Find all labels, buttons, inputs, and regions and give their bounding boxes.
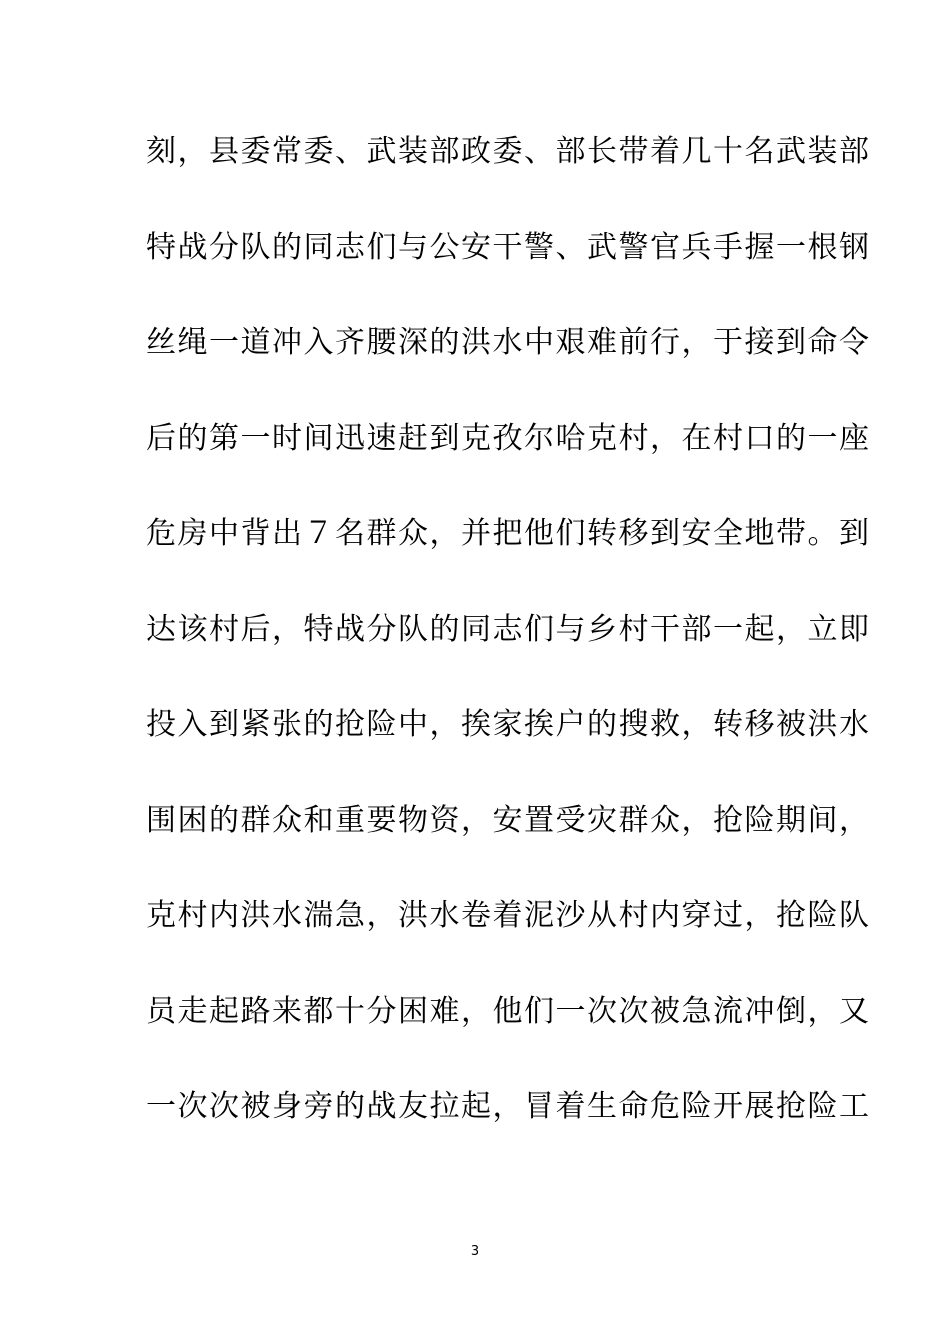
page-number: 3 <box>470 1244 480 1259</box>
text-line: 特战分队的同志们与公安干警、武警官兵手握一根钢 <box>146 229 871 265</box>
text-line: 危房中背出７名群众，并把他们转移到安全地带。到 <box>146 516 871 551</box>
text-line: 围困的群众和重要物资，安置受灾群众，抢险期间， <box>146 802 871 838</box>
text-line: 克村内洪水湍急，洪水卷着泥沙从村内穿过，抢险队 <box>146 898 871 933</box>
text-line: 达该村后，特战分队的同志们与乡村干部一起，立即 <box>146 611 871 647</box>
text-line: 一次次被身旁的战友拉起，冒着生命危险开展抢险工 <box>146 1089 871 1124</box>
body-text <box>146 130 871 1181</box>
text-line: 刻，县委常委、武装部政委、部长带着几十名武装部 <box>146 134 871 169</box>
text-line: 员走起路来都十分困难，他们一次次被急流冲倒，又 <box>146 993 871 1029</box>
text-line: 后的第一时间迅速赶到克孜尔哈克村，在村口的一座 <box>146 420 871 456</box>
text-line: 投入到紧张的抢险中，挨家挨户的搜救，转移被洪水 <box>146 707 871 742</box>
text-line: 丝绳一道冲入齐腰深的洪水中艰难前行，于接到命令 <box>146 325 871 360</box>
